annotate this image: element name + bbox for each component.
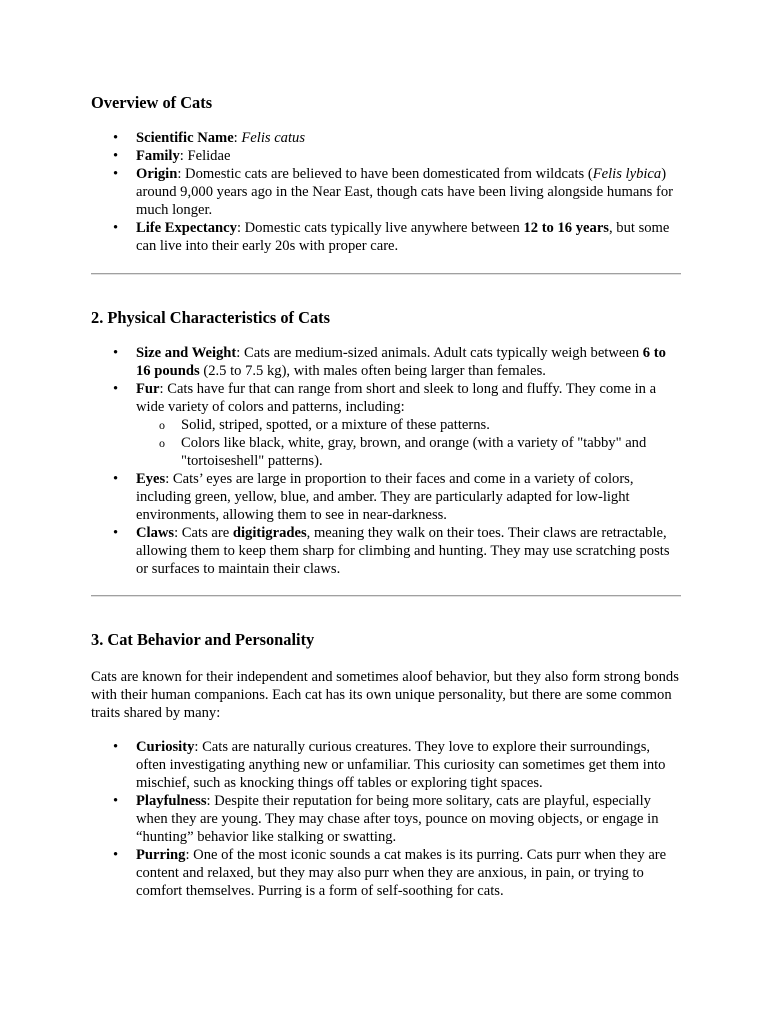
horizontal-rule — [91, 595, 681, 597]
item-label: Life Expectancy — [136, 220, 237, 236]
list-item-fur — [136, 380, 681, 470]
list-item-eyes — [136, 470, 681, 524]
item-text: : Despite their reputation for being more solitary, cats are playful, especially when they are young. They may chase after toys, pounce on moving objects, or engage in “hunting” behavior like stalking or swatting. — [136, 793, 659, 845]
list-item-size-weight — [136, 344, 681, 380]
item-bold: 12 to 16 years — [523, 220, 609, 236]
item-text: , meaning they walk on their toes. Their claws are retractable, allowing them to keep them sharp for climbing and hunting. They may use scratching posts or surfaces to maintain their claws. — [136, 525, 670, 577]
item-label: Scientific Name — [136, 130, 234, 146]
physical-list — [91, 344, 681, 578]
item-label: Fur — [136, 381, 160, 397]
list-item-life-expectancy — [136, 219, 681, 255]
item-text: : Domestic cats are believed to have been domesticated from wildcats ( — [177, 166, 593, 182]
item-text: (2.5 to 7.5 kg), with males often being larger than females. — [199, 363, 546, 379]
sub-list-item: o Colors like black, white, gray, brown, and orange (with a variety of "tabby" and "tortoiseshell" patterns). — [181, 434, 681, 470]
item-bold: digitigrades — [232, 525, 307, 541]
item-text: : Domestic cats typically live anywhere between — [236, 220, 524, 236]
item-text: : Cats are — [174, 525, 233, 541]
item-separator: : — [179, 148, 188, 164]
item-label: Origin — [136, 166, 178, 182]
section-heading-overview: Overview of Cats — [91, 93, 213, 112]
overview-list — [91, 129, 681, 255]
list-item-family — [136, 147, 681, 165]
item-label: Eyes — [136, 471, 166, 487]
item-text: : Cats are medium-sized animals. Adult cats typically weigh between — [236, 345, 643, 361]
item-text: , but some can live into their early 20s with proper care. — [136, 220, 670, 254]
horizontal-rule — [91, 273, 681, 275]
item-text: : One of the most iconic sounds a cat makes is its purring. Cats purr when they are content and relaxed, but they may also purr when they are anxious, in pain, or trying to comfort themselves. Purring is a form of self-soothing for cats. — [136, 847, 667, 899]
item-text: : Cats have fur that can range from short and sleek to long and fluffy. They come in a wide variety of colors and patterns, including: — [136, 381, 657, 415]
item-text: ) around 9,000 years ago in the Near East, though cats have been living alongside humans for much longer. — [136, 166, 673, 218]
list-item-claws — [136, 524, 681, 578]
intro-paragraph: Cats are known for their independent and sometimes aloof behavior, but they also form strong bonds with their human companions. Each cat has its own unique personality, but there are some common traits shared by many: — [91, 669, 679, 721]
fur-sublist — [136, 416, 681, 470]
section-heading-behavior: 3. Cat Behavior and Personality — [91, 630, 315, 649]
item-text: : Cats are naturally curious creatures. They love to explore their surroundings, often investigating anything new or unfamiliar. This curiosity can sometimes get them into mischief, such as knocking things off tables or exploring tight spaces. — [136, 739, 666, 791]
item-value: Felis catus — [241, 130, 306, 146]
item-label: Claws — [136, 525, 175, 541]
item-separator: : — [233, 130, 242, 146]
item-text: : Cats’ eyes are large in proportion to their faces and come in a variety of colors, including green, yellow, blue, and amber. They are particularly adapted for low-light environments, allowing them to see in near-darkness. — [136, 471, 634, 523]
item-italic: Felis lybica — [592, 166, 662, 182]
list-item-scientific-name — [136, 129, 681, 147]
item-label: Curiosity — [136, 739, 195, 755]
list-item-playfulness — [136, 792, 681, 846]
sub-list-item: o Solid, striped, spotted, or a mixture of these patterns. — [181, 416, 681, 434]
item-label: Purring — [136, 847, 186, 863]
item-label: Family — [136, 148, 180, 164]
list-item-curiosity — [136, 738, 681, 792]
item-bold: 6 to 16 pounds — [136, 345, 666, 379]
behavior-list — [91, 738, 681, 900]
item-value: Felidae — [187, 148, 231, 164]
list-item-purring — [136, 846, 681, 900]
item-label: Size and Weight — [136, 345, 237, 361]
item-label: Playfulness — [136, 793, 207, 809]
section-heading-physical: 2. Physical Characteristics of Cats — [91, 308, 330, 327]
document-page — [91, 0, 681, 900]
list-item-origin — [136, 165, 681, 219]
